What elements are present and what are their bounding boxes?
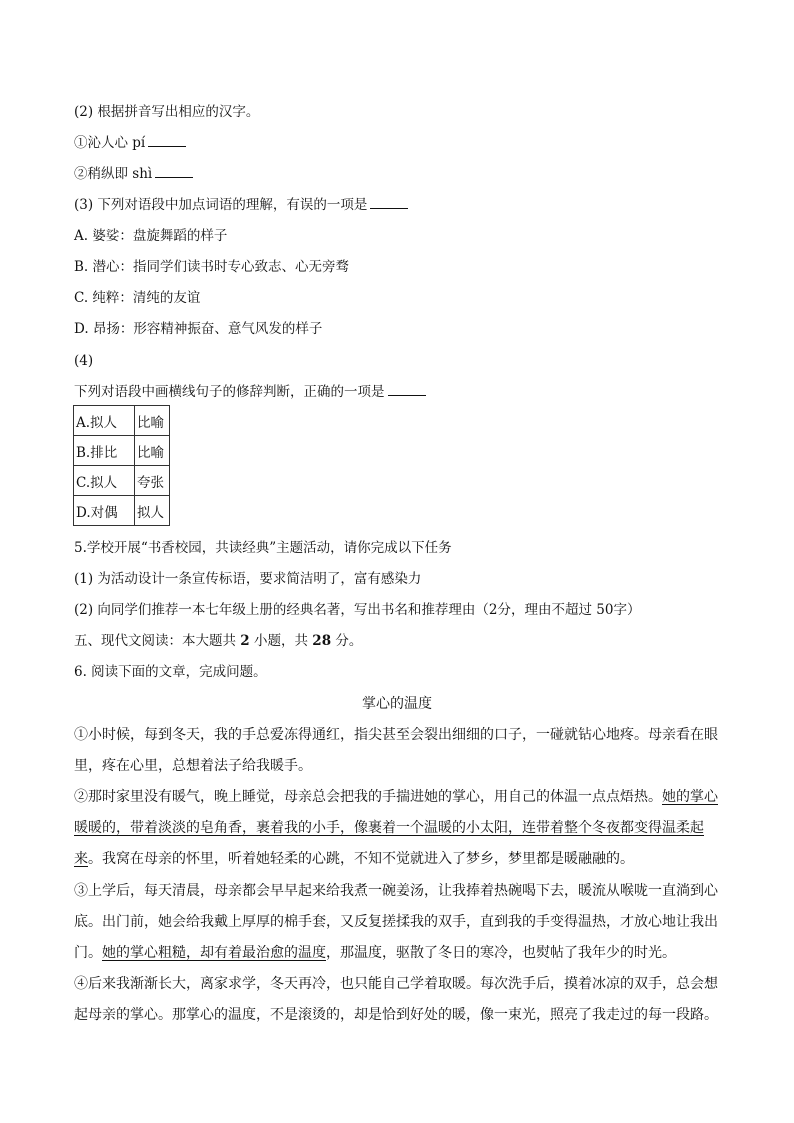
q4-title-text: 下列对语段中画横线句子的修辞判断，正确的一项是 [74, 384, 385, 400]
article-paragraph-3 [74, 876, 720, 969]
table-cell: B.排比 [74, 436, 135, 466]
table-cell: 夸张 [135, 466, 170, 496]
q5-title: 5.学校开展“书香校园，共读经典”主题活动，请你完成以下任务 [74, 540, 452, 556]
answer-blank[interactable] [155, 165, 193, 178]
table-cell: 比喻 [135, 406, 170, 436]
q3-option-a: A. 婆娑：盘旋舞蹈的样子 [74, 228, 228, 244]
q3-option-d: D. 昂扬：形容精神振奋、意气风发的样子 [74, 321, 323, 337]
q3-option-c: C. 纯粹：清纯的友谊 [74, 290, 201, 306]
p3-rest: ，那温度，驱散了冬日的寒冷，也熨帖了我年少的时光。 [326, 945, 676, 961]
q3-title [74, 195, 408, 215]
q2-title: (2) 根据拼音写出相应的汉字。 [74, 104, 260, 120]
table-row [74, 496, 170, 526]
table-row [74, 406, 170, 436]
p3-text: ③上学后，每天清晨，母亲都会早早起来给我煮一碗姜汤，让我捧着热碗喝下去，暖流从喉咙一直淌到心底。出门前，她会给我戴上厚厚的棉手套，又反复搓揉我的双手，直到我的手变得温热，才放心地让我出门。 [74, 883, 718, 961]
article-paragraph-4: ④后来我渐渐长大，离家求学，冬天再冷，也只能自己学着取暖。每次洗手后，摸着冰凉的双手，总会想起母亲的掌心。那掌心的温度，不是滚烫的，却是恰到好处的暖，像一束光，照亮了我走过的每一段路。 [74, 976, 718, 1023]
answer-blank[interactable] [370, 196, 408, 209]
table-row [74, 436, 170, 466]
answer-blank[interactable] [388, 383, 426, 396]
section-5-heading-a: 五、现代文阅读：本大题共 [74, 633, 241, 649]
p2-text: ②那时家里没有暖气，晚上睡觉，母亲总会把我的手揣进她的掌心，用自己的体温一点点焐热。 [74, 789, 662, 805]
table-cell: C.拟人 [74, 466, 135, 496]
article-paragraph-2 [74, 782, 720, 875]
section-5-count: 2 [240, 633, 250, 649]
answer-blank[interactable] [148, 134, 186, 147]
p2-underlined-sentence: 她的掌心暖暖的，带着淡淡的皂角香，裹着我的小手，像裹着一个温暖的小太阳，连带着整个冬夜都变得温柔起来 [74, 789, 718, 867]
section-5-heading-c: 分。 [331, 633, 363, 649]
section-5-heading [74, 631, 362, 651]
q6-title: 6. 阅读下面的文章，完成问题。 [74, 664, 267, 680]
q4-label: (4) [74, 353, 94, 369]
table-cell: A.拟人 [74, 406, 135, 436]
section-5-heading-b: 小题，共 [249, 633, 313, 649]
table-cell: D.对偶 [74, 496, 135, 526]
p2-rest: 。我窝在母亲的怀里，听着她轻柔的心跳，不知不觉就进入了梦乡，梦里都是暖融融的。 [88, 851, 634, 867]
table-cell: 比喻 [135, 436, 170, 466]
q2-item-2 [74, 164, 193, 184]
p3-underlined-sentence: 她的掌心粗糙，却有着最治愈的温度 [102, 945, 326, 961]
q2-item-2-text: ②稍纵即 shì [74, 166, 153, 182]
table-row [74, 466, 170, 496]
article-paragraph-1: ①小时候，每到冬天，我的手总爱冻得通红，指尖甚至会裂出细细的口子，一碰就钻心地疼。母亲看在眼里，疼在心里，总想着法子给我暖手。 [74, 727, 718, 774]
q5-item-1: (1) 为活动设计一条宣传标语，要求简洁明了，富有感染力 [74, 571, 422, 587]
article-title: 掌心的温度 [362, 696, 432, 712]
section-5-score: 28 [312, 633, 332, 649]
q3-title-text: (3) 下列对语段中加点词语的理解，有误的一项是 [74, 197, 368, 213]
q5-item-2: (2) 向同学们推荐一本七年级上册的经典名著，写出书名和推荐理由（2分，理由不超过 50字） [74, 602, 641, 618]
q3-option-b: B. 潜心：指同学们读书时专心致志、心无旁骛 [74, 259, 350, 275]
q2-item-1-text: ①沁人心 pí [74, 135, 146, 151]
q2-item-1 [74, 133, 186, 153]
table-cell: 拟人 [135, 496, 170, 526]
q4-options-table [73, 405, 170, 526]
q4-title [74, 382, 426, 402]
